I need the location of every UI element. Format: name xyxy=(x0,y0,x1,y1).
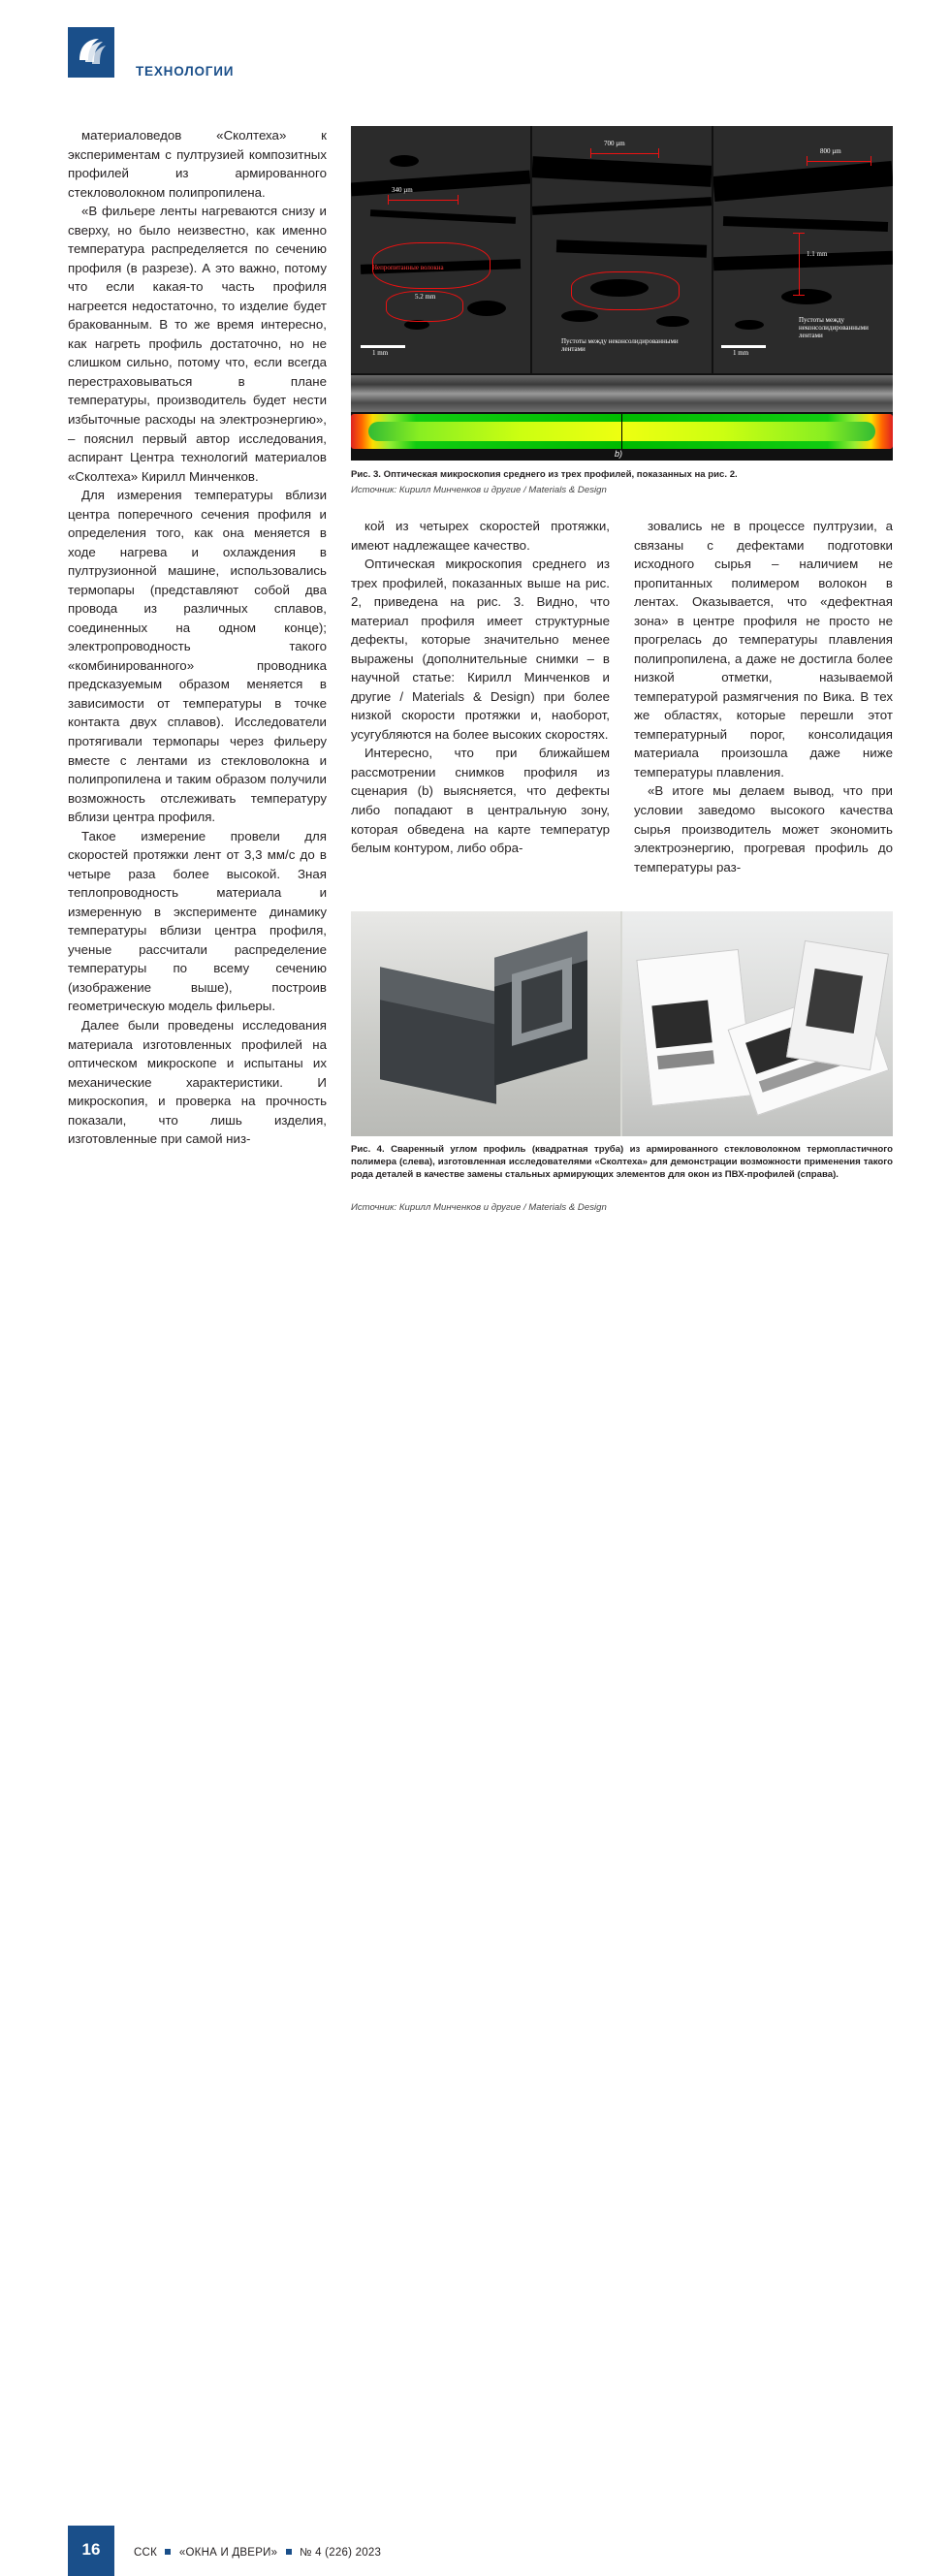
paragraph: Для измерения температуры вблизи центра поперечного сечения профиля и определения того, как она меняется в ходе нагрева и охлаждения в пултрузионной машине, использовались термопары (представляют собой два провода из различных сплавов, соединенных на одном конце); электропроводность такого «комбинированного» проводника предсказуемым образом меняется в зависимости от температуры в точке контакта двух сплавов). Исследователи протягивали термопары через фильеру вместе с лентами из стекловолокна и полипропилена и таким образом получили возможность отслеживать температуру вблизи центра профиля. xyxy=(68,488,327,825)
paragraph: Такое измерение провели для скоростей протяжки лент от 3,3 мм/с до в четыре раза более высокой. Зная теплопроводность материала и измеренную в эксперименте динамику температуры вблизи центра профиля, ученые рассчитали распределение температуры по всему сечению (изображение выше), построив геометрическую модель фильеры. xyxy=(68,828,327,1014)
micrograph-panel-3 xyxy=(713,126,893,373)
figure-4-image xyxy=(351,911,893,1136)
panel-label-b: b) xyxy=(615,449,623,459)
micrograph-panel-2 xyxy=(532,126,712,373)
page-footer xyxy=(0,1260,950,2559)
paragraph: Далее были проведены исследования материала изготовленных профилей на оптическом микроскопе и испытаны их механические характеристики. И микроскопия, и проверка на прочность показали, что лишь изделия, изготовленные при самой низ- xyxy=(68,1017,327,1147)
paragraph: Интересно, что при ближайшем рассмотрении снимков профиля из сценария (b) выясняется, что дефекты либо попадают в центральную зону, которая обведена на карте температур белым контуром, либо обра- xyxy=(351,746,610,856)
figure-3-image xyxy=(351,126,893,461)
annotation-800um: 800 µm xyxy=(820,147,841,155)
annotation-11mm: 1.1 mm xyxy=(807,250,828,258)
annotation-700um: 700 µm xyxy=(604,140,625,147)
cross-section-strip xyxy=(351,375,893,412)
paragraph: материаловедов «Сколтеха» к экспериментам с пултрузией композитных профилей из армированного стекловолокном полипропилена. xyxy=(68,128,327,200)
paragraph: «В фильере ленты нагреваются снизу и сверху, но было неизвестно, как именно температура распределяется по сечению профиля (в разрезе). А это важно, потому что если какая-то часть профиля нагреется недостаточно, то изделие будет бракованным. В то же время интересно, как нагреть профиль достаточно, но не слишком сильно, потому что, если всегда перестраховываться в плане температуры, производитель будет нести избыточные расходы на электроэнергию», – пояснил первый автор исследования, аспирант Центра технологий материалов «Сколтеха» Кирилл Минченков. xyxy=(68,204,327,484)
figure-4-caption-text: Рис. 4. Сваренный углом профиль (квадратная труба) из армированного стекловолокном термопластичного полимера (слева), изготовленная исследователями «Сколтеха» для демонстрации возможности применения такого рода деталей в качестве замены стальных армирующих элементов для окон из ПВХ-профилей (справа). xyxy=(351,1144,893,1180)
body-column-2 xyxy=(351,517,610,858)
paragraph: зовались не в процессе пултрузии, а связаны с дефектами подготовки исходного сырья – наличием не пропитанных полимером волокон в лентах. Оказывается, что «дефектная зона» в центре профиля не просто не прогрелась до температуры плавления полипропилена, а даже не достигла более низкой отметки, называемой температурой размягчения по Вика. В тех же областях, которые перешли этот температурный порог, консолидация материала произошла даже ниже температуры плавления. xyxy=(634,519,893,779)
figure-4-right-photo xyxy=(622,911,893,1136)
composite-square-tube xyxy=(380,958,593,1103)
micrograph-panel-1 xyxy=(351,126,530,373)
paragraph: «В итоге мы делаем вывод, что при условии заведомо высокого качества сырья производитель может экономить электроэнергию, прогревая профиль до температуры раз- xyxy=(634,783,893,875)
figure-4-caption xyxy=(351,1144,893,1182)
figure-4-source: Источник: Кирилл Минченков и другие / Materials & Design xyxy=(351,1202,607,1213)
figure-3-caption xyxy=(351,469,893,482)
footer-text xyxy=(134,2547,381,2559)
footer-journal: ССК xyxy=(134,2547,157,2559)
skk-logo-icon xyxy=(68,27,114,78)
footer-issue: № 4 (226) 2023 xyxy=(300,2547,382,2559)
annotation-scale-1mm: 1 mm xyxy=(372,349,389,357)
paragraph: кой из четырех скоростей протяжки, имеют надлежащее качество. xyxy=(351,519,610,553)
figure-4-left-photo xyxy=(351,911,620,1136)
body-column-1 xyxy=(68,126,327,1149)
page-header xyxy=(0,0,950,107)
page-number: 16 xyxy=(81,2540,101,2559)
figure-3-source: Источник: Кирилл Минченков и другие / Materials & Design xyxy=(351,485,607,495)
brand-logo xyxy=(68,27,114,78)
square-bullet-icon-2 xyxy=(286,2549,292,2555)
paragraph: Оптическая микроскопия среднего из трех профилей, показанных выше на рис. 2, приведена на рис. 3. Видно, что материал профиля имеет структурные дефекты, которые значительно менее выражены (дополнительные снимки – в научной статье: Кирилл Минченков и другие / Materials & Design) при более низкой скорости протяжки и, наоборот, усугубляются на более высоких скоростях. xyxy=(351,557,610,742)
annotation-340um: 340 µm xyxy=(392,186,413,194)
section-title: ТЕХНОЛОГИИ xyxy=(136,64,235,79)
annotation-52mm: 5.2 mm xyxy=(415,293,436,301)
footer-title: «ОКНА И ДВЕРИ» xyxy=(178,2547,278,2559)
annotation-scale-1mm-2: 1 mm xyxy=(733,349,749,357)
annotation-unimpregnated: Непропитанные волокна xyxy=(372,264,444,271)
annotation-voids-1: Пустоты между неконсолидированными лентами xyxy=(561,337,679,353)
figure-3-caption-text: Рис. 3. Оптическая микроскопия среднего из трех профилей, показанных на рис. 2. xyxy=(351,469,738,480)
square-bullet-icon xyxy=(165,2549,171,2555)
pvc-profile-3 xyxy=(786,940,889,1070)
heatmap-center-line xyxy=(621,414,622,449)
annotation-voids-2: Пустоты между неконсолидированными лентами xyxy=(799,316,869,339)
body-column-3 xyxy=(634,517,893,876)
